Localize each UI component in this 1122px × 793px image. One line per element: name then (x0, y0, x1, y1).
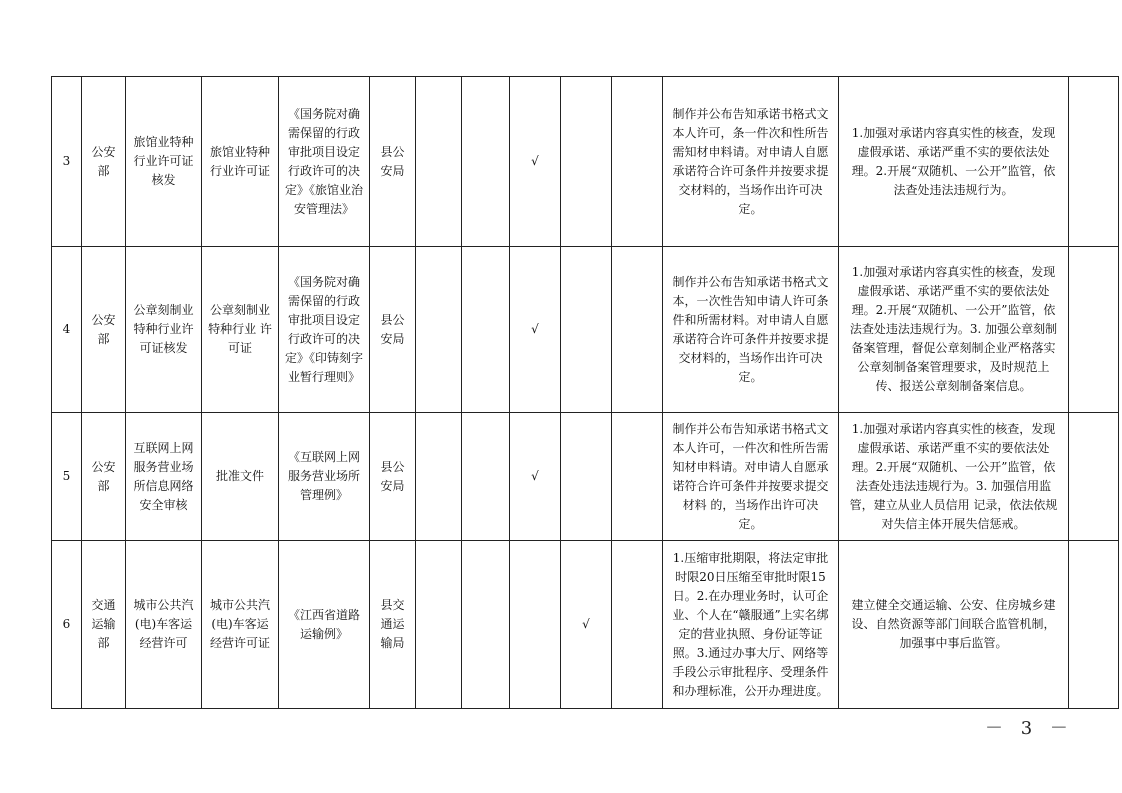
mode-cell-1 (416, 541, 462, 709)
table-row (52, 77, 1119, 247)
sub-item-cell: 城市公共汽(电)车客运经营许可证 (202, 541, 279, 709)
mode-cell-4 (561, 77, 612, 247)
reform-measures-cell: 制作并公布告知承诺书格式文本人许可，条一件次和性所告需知材申料请。对申请人自愿承诺符合许可条件并按要求提交材料的，当场作出许可决定。 (663, 77, 839, 247)
mode-cell-5 (612, 247, 663, 413)
remark-cell (1069, 247, 1119, 413)
legal-basis-cell: 《国务院对确需保留的行政 审批项目设定行政许可的决定》《旅馆业治安管理法》 (279, 77, 370, 247)
supervision-measures-cell: 1.加强对承诺内容真实性的核查，发现虚假承诺、承诺严重不实的要依法处理。2.开展“双随机、一公开”监管，依法查处违法违规行为。3. 加强公章刻制备案管理，督促公章刻制企业严格落实公章刻制备案管理要求，及时规范上传、报送公章刻制备案信息。 (839, 247, 1069, 413)
mode-cell-3: √ (510, 247, 561, 413)
mode-cell-2 (462, 77, 510, 247)
mode-cell-3: √ (510, 413, 561, 541)
department-cell: 公安部 (82, 247, 126, 413)
mode-cell-4: √ (561, 541, 612, 709)
item-name-cell: 旅馆业特种行业许可证核发 (126, 77, 202, 247)
mode-cell-3: √ (510, 77, 561, 247)
mode-cell-5 (612, 77, 663, 247)
mode-cell-2 (462, 541, 510, 709)
remark-cell (1069, 413, 1119, 541)
regulation-table (51, 76, 1119, 709)
authority-cell: 县公安局 (370, 247, 416, 413)
row-number: 4 (52, 247, 82, 413)
mode-cell-4 (561, 247, 612, 413)
supervision-measures-cell: 建立健全交通运输、公安、住房城乡建设、自然资源等部门间联合监管机制，加强事中事后监管。 (839, 541, 1069, 709)
sub-item-cell: 公章刻制业特种行业 许可证 (202, 247, 279, 413)
authority-cell: 县交通运输局 (370, 541, 416, 709)
legal-basis-cell: 《国务院对确需保留的行政审批项目设定行政许可的决定》《印铸刻字业暂行理则》 (279, 247, 370, 413)
item-name-cell: 公章刻制业特种行业许可证核发 (126, 247, 202, 413)
mode-cell-1 (416, 247, 462, 413)
row-number: 6 (52, 541, 82, 709)
department-cell: 交通运输部 (82, 541, 126, 709)
reform-measures-cell: 制作并公布告知承诺书格式文本人许可，一件次和性所告需知材申料请。对申请人自愿承诺符合许可条件并按要求提交材料 的，当场作出许可决定。 (663, 413, 839, 541)
supervision-measures-cell: 1.加强对承诺内容真实性的核查，发现虚假承诺、承诺严重不实的要依法处理。2.开展“双随机、一公开”监管，依法查处违法违规行为。 (839, 77, 1069, 247)
mode-cell-1 (416, 413, 462, 541)
legal-basis-cell: 《互联网上网服务营业场所管理例》 (279, 413, 370, 541)
department-cell: 公安部 (82, 77, 126, 247)
page-number: － 3 － (985, 718, 1074, 739)
reform-measures-cell: 制作并公布告知承诺书格式文本，一次性告知申请人许可条件和所需材料。对申请人自愿承诺符合许可条件并按要求提交材料的，当场作出许可决定。 (663, 247, 839, 413)
item-name-cell: 城市公共汽(电)车客运经营许可 (126, 541, 202, 709)
table-row (52, 541, 1119, 709)
authority-cell: 县公安局 (370, 413, 416, 541)
mode-cell-1 (416, 77, 462, 247)
item-name-cell: 互联网上网服务营业场所信息网络安全审核 (126, 413, 202, 541)
supervision-measures-cell: 1.加强对承诺内容真实性的核查，发现虚假承诺、承诺严重不实的要依法处理。2.开展“双随机、一公开”监管，依法查处违法违规行为。3. 加强信用监管，建立从业人员信用 记录，依法依规对失信主体开展失信惩戒。 (839, 413, 1069, 541)
department-cell: 公安部 (82, 413, 126, 541)
sub-item-cell: 批准文件 (202, 413, 279, 541)
mode-cell-5 (612, 541, 663, 709)
legal-basis-cell: 《江西省道路运输例》 (279, 541, 370, 709)
sub-item-cell: 旅馆业特种行业许可证 (202, 77, 279, 247)
mode-cell-4 (561, 413, 612, 541)
remark-cell (1069, 77, 1119, 247)
remark-cell (1069, 541, 1119, 709)
authority-cell: 县公安局 (370, 77, 416, 247)
mode-cell-3 (510, 541, 561, 709)
mode-cell-2 (462, 247, 510, 413)
row-number: 5 (52, 413, 82, 541)
mode-cell-2 (462, 413, 510, 541)
table-row (52, 413, 1119, 541)
row-number: 3 (52, 77, 82, 247)
mode-cell-5 (612, 413, 663, 541)
reform-measures-cell: 1.压缩审批期限，将法定审批时限20日压缩至审批时限15日。2.在办理业务时，认可企业、个人在“赣服通”上实名绑定的营业执照、身份证等证照。3.通过办事大厅、网络等手段公示审批程序、受理条件和办理标准，公开办理进度。 (663, 541, 839, 709)
table-row (52, 247, 1119, 413)
